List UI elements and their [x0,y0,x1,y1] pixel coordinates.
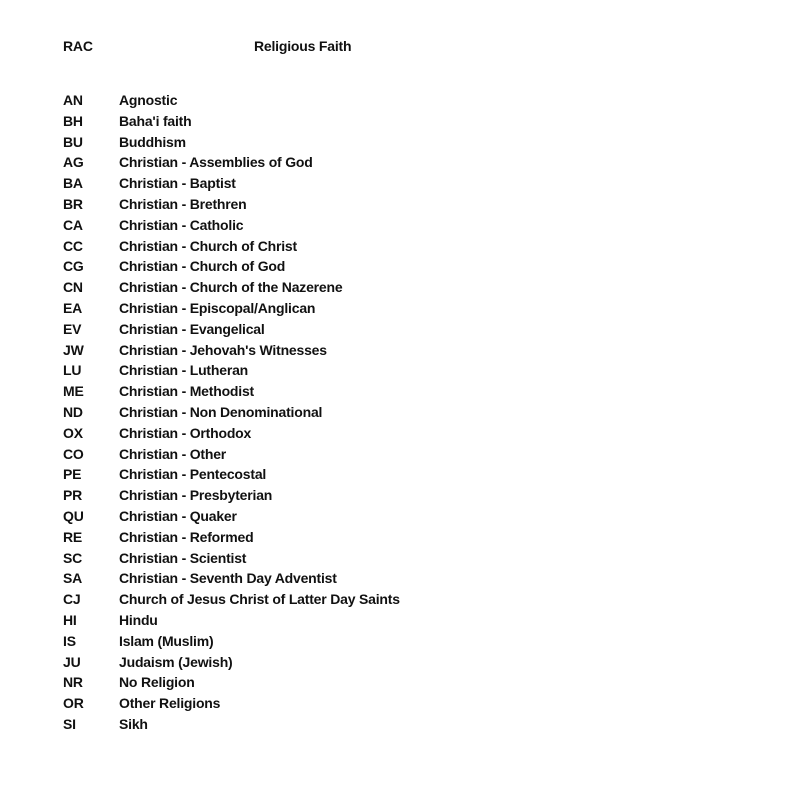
table-row [0,236,810,257]
row-code: ME [63,383,84,400]
row-faith: Christian - Lutheran [119,362,249,379]
row-faith: Islam (Muslim) [119,632,214,649]
table-row [0,506,810,527]
row-faith: Christian - Evangelical [119,320,265,337]
table-row [0,548,810,569]
row-faith: Christian - Church of God [119,258,286,275]
row-code: EV [63,320,82,337]
row-code: LU [63,362,82,379]
table-row [0,693,810,714]
table-row [0,173,810,194]
table-row [0,111,810,132]
row-faith: Christian - Church of Christ [119,237,297,254]
row-faith: Agnostic [119,92,178,108]
table-row [0,444,810,465]
row-faith: Christian - Presbyterian [119,487,273,504]
row-code: AG [63,154,84,171]
row-faith: Christian - Other [119,445,227,462]
row-code: NR [63,674,83,691]
row-code: JW [63,341,84,358]
row-faith: Christian - Non Denominational [119,403,323,420]
row-faith: Christian - Assemblies of God [119,154,313,171]
row-code: SA [63,570,83,587]
table-row [0,714,810,735]
table-row [0,464,810,485]
row-code: CN [63,279,83,296]
table-row [0,360,810,381]
row-faith: Christian - Seventh Day Adventist [119,570,337,587]
table-row [0,568,810,589]
row-code: CC [63,237,83,254]
row-code: JU [63,653,81,670]
row-faith: Christian - Baptist [119,175,236,192]
table-row [0,381,810,402]
row-code: AN [63,92,83,108]
table-row [0,652,810,673]
row-faith: Buddhism [119,133,186,150]
row-faith: Hindu [119,611,158,628]
row-code: RE [63,528,83,545]
row-code: SI [63,715,76,732]
row-code: BH [63,112,83,129]
row-code: CJ [63,591,81,608]
table-row [0,90,810,111]
row-code: IS [63,632,76,649]
row-faith: Christian - Brethren [119,195,247,212]
table-row [0,423,810,444]
row-code: HI [63,611,77,628]
row-code: BU [63,133,83,150]
table-row [0,672,810,693]
table-row [0,319,810,340]
row-faith: Judaism (Jewish) [119,653,233,670]
row-faith: Sikh [119,715,148,732]
row-code: PR [63,487,83,504]
table-row [0,485,810,506]
row-code: CA [63,216,83,233]
row-faith: Christian - Pentecostal [119,466,267,483]
table-row [0,215,810,236]
row-faith: Baha'i faith [119,112,192,129]
row-code: BA [63,175,83,192]
table-row [0,194,810,215]
column-header-faith: Religious Faith [254,38,352,54]
row-faith: Christian - Scientist [119,549,247,566]
column-header-code: RAC [63,38,93,54]
row-code: EA [63,299,83,316]
row-code: PE [63,466,82,483]
row-faith: Christian - Methodist [119,383,255,400]
row-code: QU [63,507,84,524]
table-row [0,589,810,610]
row-code: OR [63,695,84,712]
table-header [0,38,810,60]
row-faith: Christian - Episcopal/Anglican [119,299,316,316]
row-code: BR [63,195,83,212]
row-faith: Christian - Reformed [119,528,254,545]
row-faith: Church of Jesus Christ of Latter Day Saints [119,591,400,608]
table-row [0,277,810,298]
row-code: OX [63,424,83,441]
table-row [0,298,810,319]
table-row [0,256,810,277]
row-faith: Christian - Church of the Nazerene [119,279,343,296]
row-code: CO [63,445,84,462]
row-faith: Christian - Quaker [119,507,237,524]
table-row [0,610,810,631]
table-row [0,631,810,652]
row-faith: Christian - Jehovah's Witnesses [119,341,327,358]
table-row [0,527,810,548]
table-row [0,402,810,423]
row-code: ND [63,403,83,420]
row-faith: Christian - Catholic [119,216,244,233]
code-table [0,90,810,735]
table-row [0,132,810,153]
table-row [0,152,810,173]
row-faith: Christian - Orthodox [119,424,252,441]
table-row [0,340,810,361]
row-code: SC [63,549,83,566]
row-faith: No Religion [119,674,195,691]
row-faith: Other Religions [119,695,221,712]
row-code: CG [63,258,84,275]
